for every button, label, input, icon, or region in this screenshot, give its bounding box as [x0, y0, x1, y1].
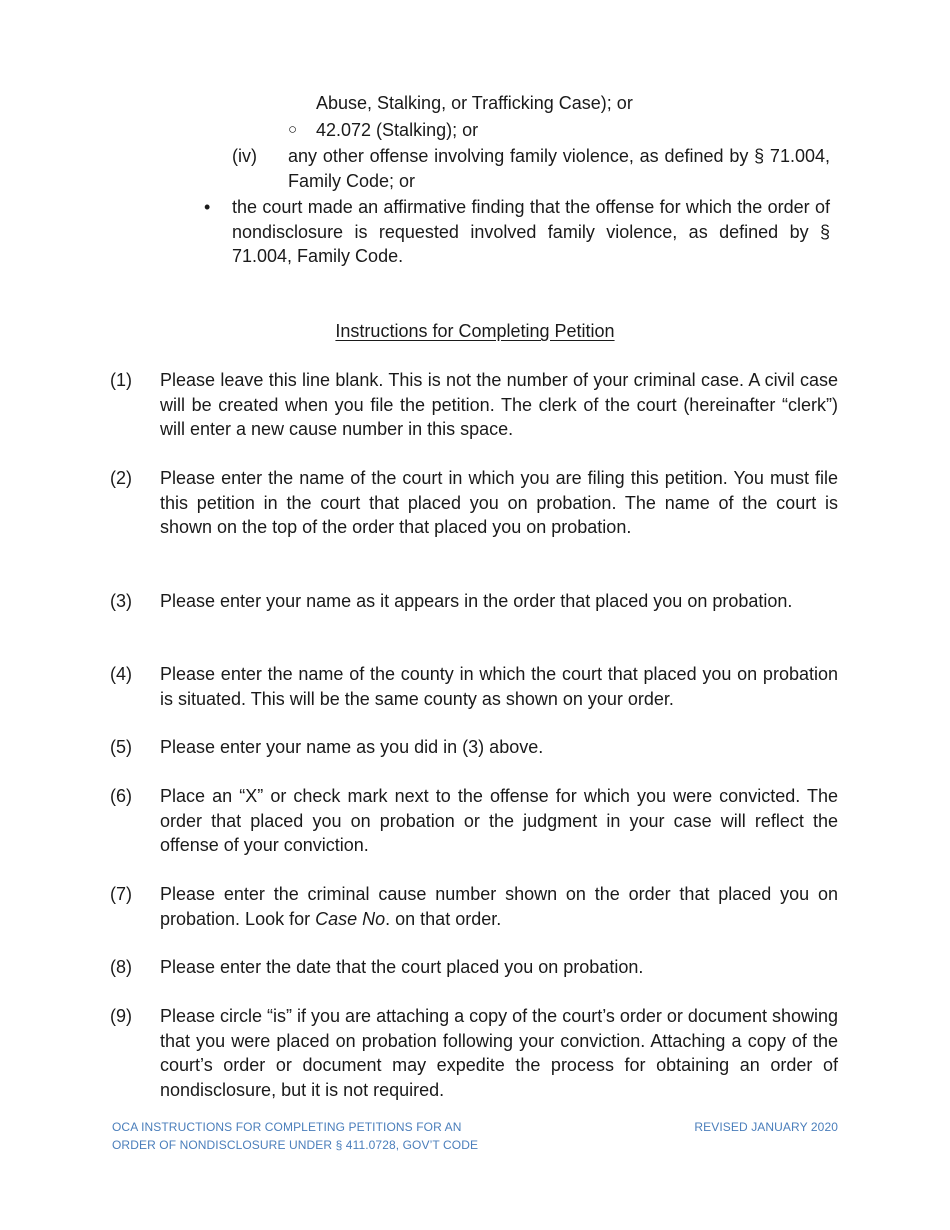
instruction-number: (8)	[110, 957, 132, 977]
instruction-item-2	[110, 466, 838, 540]
instruction-item-9	[110, 1004, 838, 1102]
instruction-number: (3)	[110, 591, 132, 611]
instruction-text-part: Please enter the criminal cause number shown on the order that placed you on probation. Look for	[160, 884, 838, 929]
instruction-text: Please leave this line blank. This is not the number of your criminal case. A civil case will be created when you file the petition. The clerk of the court (hereinafter “clerk”) will enter a new cause number in this space.	[160, 370, 838, 439]
roman-list-item-iv	[232, 144, 830, 193]
instruction-text: Please enter your name as you did in (3) above.	[160, 737, 544, 757]
instruction-number: (9)	[110, 1006, 132, 1026]
instruction-text: Place an “X” or check mark next to the offense for which you were convicted. The order that placed you on probation or the judgment in your case will reflect the offense of your conviction.	[160, 786, 838, 855]
instruction-item-5	[110, 735, 838, 760]
instruction-text: Please enter the date that the court placed you on probation.	[160, 957, 644, 977]
instruction-text: Please enter the name of the court in which you are filing this petition. You must file this petition in the court that placed you on probation. The name of the court is shown on the top of the order that placed you on probation.	[160, 468, 838, 537]
circle-bullet-icon: ○	[288, 121, 298, 138]
instruction-item-6	[110, 784, 838, 858]
instruction-number: (2)	[110, 468, 132, 488]
footer-document-title	[112, 1118, 478, 1154]
footer-revision-date: REVISED JANUARY 2020	[694, 1120, 838, 1134]
instruction-number: (4)	[110, 664, 132, 684]
footer-title-line-1: OCA INSTRUCTIONS FOR COMPLETING PETITIONS FOR AN	[112, 1120, 462, 1134]
instruction-text: Please circle “is” if you are attaching a copy of the court’s order or document showing that you were placed on probation following your conviction. Attaching a copy of the court’s order or document may expedite the process for obtaining an order of nondisclosure, but it is not required.	[160, 1006, 839, 1100]
instruction-text-part: . on that order.	[385, 908, 502, 929]
instruction-item-7	[110, 882, 838, 931]
sub-list-item-stalking	[288, 118, 836, 143]
instruction-text	[160, 882, 838, 931]
roman-numeral: (iv)	[232, 146, 257, 166]
section-heading: Instructions for Completing Petition	[335, 321, 615, 341]
instruction-number: (1)	[110, 370, 132, 390]
instruction-item-3	[110, 589, 838, 614]
roman-list-item-text: any other offense involving family violence, as defined by § 71.004, Family Code; or	[288, 146, 830, 191]
instruction-item-1	[110, 368, 838, 442]
footer-title-line-2: ORDER OF NONDISCLOSURE UNDER § 411.0728, GOV’T CODE	[112, 1138, 479, 1152]
instruction-item-4	[110, 662, 838, 711]
bullet-list-item-text: the court made an affirmative finding that the offense for which the order of nondisclosure is requested involved family violence, as defined by § 71.004, Family Code.	[232, 197, 830, 266]
instruction-number: (6)	[110, 786, 132, 806]
instruction-text: Please enter your name as it appears in the order that placed you on probation.	[160, 591, 793, 611]
bullet-icon: •	[204, 197, 211, 217]
instruction-number: (5)	[110, 737, 132, 757]
bullet-list-item	[200, 195, 830, 269]
instruction-text: Please enter the name of the county in which the court that placed you on probation is situated. This will be the same county as shown on your order.	[160, 664, 838, 709]
sub-list-item-text: 42.072 (Stalking); or	[316, 120, 479, 140]
instruction-item-8	[110, 955, 838, 980]
instruction-number: (7)	[110, 884, 132, 904]
continuation-line: Abuse, Stalking, or Trafficking Case); or	[316, 93, 633, 113]
instruction-text-italic: Case No	[315, 908, 386, 929]
